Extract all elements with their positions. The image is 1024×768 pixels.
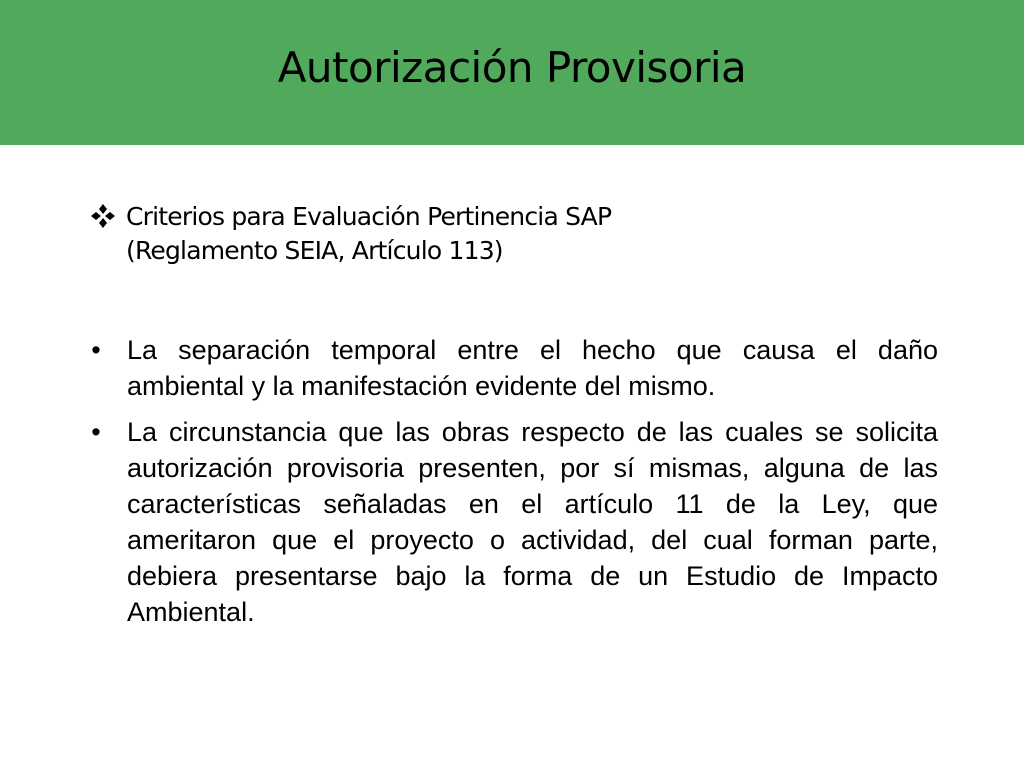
bullet-item (86, 332, 938, 404)
bullet-dot-icon: • (91, 417, 101, 447)
bullet-list (86, 332, 938, 640)
subtitle-line-2: (Reglamento SEIA, Artículo 113) (126, 236, 503, 265)
subtitle-text (126, 200, 950, 268)
bullet-dot-icon: • (91, 335, 101, 365)
subtitle-line-1: Criterios para Evaluación Pertinencia SAP (126, 202, 612, 231)
bullet-text: La separación temporal entre el hecho que causa el daño ambiental y la manifestación evidente del mismo. (127, 335, 938, 401)
slide-title: Autorización Provisoria (277, 43, 747, 92)
bullet-text: La circunstancia que las obras respecto de las cuales se solicita autorización provisoria presenten, por sí mismas, alguna de las características señaladas en el artículo 11 de la Ley, que ameritaron que el proyecto o actividad, del cual forman parte, debiera presentarse bajo la forma de un Estudio de Impacto Ambiental. (127, 417, 938, 627)
subtitle-block (90, 200, 950, 268)
four-diamond-bullet-icon (90, 203, 116, 229)
bullet-item (86, 414, 938, 630)
